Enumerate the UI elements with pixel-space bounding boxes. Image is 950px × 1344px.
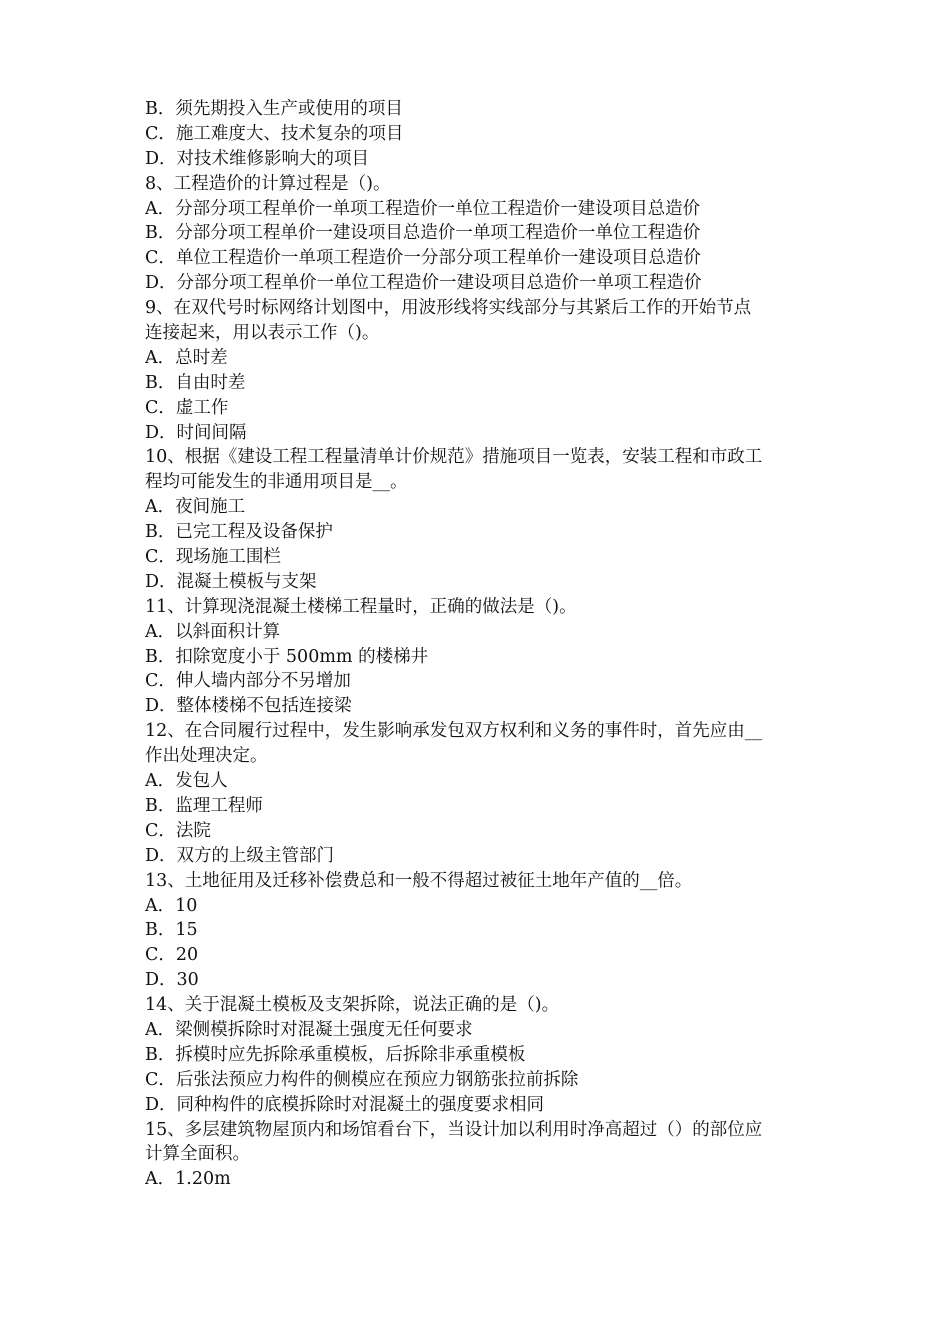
text-line: B．拆模时应先拆除承重模板，后拆除非承重模板 [145,1044,526,1065]
text-line: D．30 [145,970,199,991]
text-line: 15、多层建筑物屋顶内和场馆看台下，当设计加以利用时净高超过（）的部位应 [145,1119,763,1140]
text-line: A．梁侧模拆除时对混凝土强度无任何要求 [145,1019,473,1040]
text-line: D．同种构件的底模拆除时对混凝土的强度要求相同 [145,1094,545,1115]
text-line: C．施工难度大、技术复杂的项目 [145,123,404,144]
text-line: A．总时差 [145,347,228,368]
text-line: A．1.20m [145,1169,231,1190]
text-line: A．分部分项工程单价一单项工程造价一单位工程造价一建设项目总造价 [145,198,701,219]
text-line: C．虚工作 [145,397,229,418]
text-line: B．自由时差 [145,372,246,393]
text-line: D．分部分项工程单价一单位工程造价一建设项目总造价一单项工程造价 [145,273,702,294]
text-line: 9、在双代号时标网络计划图中，用波形线将实线部分与其紧后工作的开始节点 [145,298,752,319]
text-line: D．双方的上级主管部门 [145,845,335,866]
text-line: 连接起来，用以表示工作（)。 [145,323,380,344]
text-line: D．整体楼梯不包括连接梁 [145,696,352,717]
text-line: 14、关于混凝土模板及支架拆除，说法正确的是（)。 [145,995,560,1016]
text-line: D．混凝土模板与支架 [145,571,317,592]
text-line: 作出处理决定。 [145,746,268,767]
text-line: C．现场施工围栏 [145,547,281,568]
text-line: A．夜间施工 [145,497,246,518]
text-line: B．已完工程及设备保护 [145,522,333,543]
text-line: 13、土地征用及迁移补偿费总和一般不得超过被征土地年产值的__倍。 [145,870,693,891]
text-line: C．20 [145,945,199,966]
text-line: B．分部分项工程单价一建设项目总造价一单项工程造价一单位工程造价 [145,223,701,244]
text-line: D．时间间隔 [145,422,247,443]
text-line: B．15 [145,920,198,941]
text-line: C．伸人墙内部分不另增加 [145,671,351,692]
text-line: D．对技术维修影响大的项目 [145,148,370,169]
text-line: A．以斜面积计算 [145,621,281,642]
text-line: 计算全面积。 [145,1144,250,1165]
text-line: 11、计算现浇混凝土楼梯工程量时，正确的做法是（)。 [145,596,577,617]
text-line: C．法院 [145,820,211,841]
text-line: A．10 [145,895,198,916]
text-line: B．扣除宽度小于 500mm 的楼梯井 [145,646,429,667]
text-line: C．后张法预应力构件的侧模应在预应力钢筋张拉前拆除 [145,1069,579,1090]
text-line: A．发包人 [145,771,228,792]
text-line: B．监理工程师 [145,795,263,816]
text-line: 12、在合同履行过程中，发生影响承发包双方权利和义务的事件时，首先应由__ [145,721,763,742]
text-line: 8、工程造价的计算过程是（)。 [145,173,391,194]
text-line: B．须先期投入生产或使用的项目 [145,99,403,119]
text-line: 程均可能发生的非通用项目是__。 [145,472,408,493]
text-line: 10、根据《建设工程工程量清单计价规范》措施项目一览表，安装工程和市政工 [145,447,763,468]
document-body [145,97,821,1192]
text-line: C．单位工程造价一单项工程造价一分部分项工程单价一建设项目总造价 [145,248,701,269]
